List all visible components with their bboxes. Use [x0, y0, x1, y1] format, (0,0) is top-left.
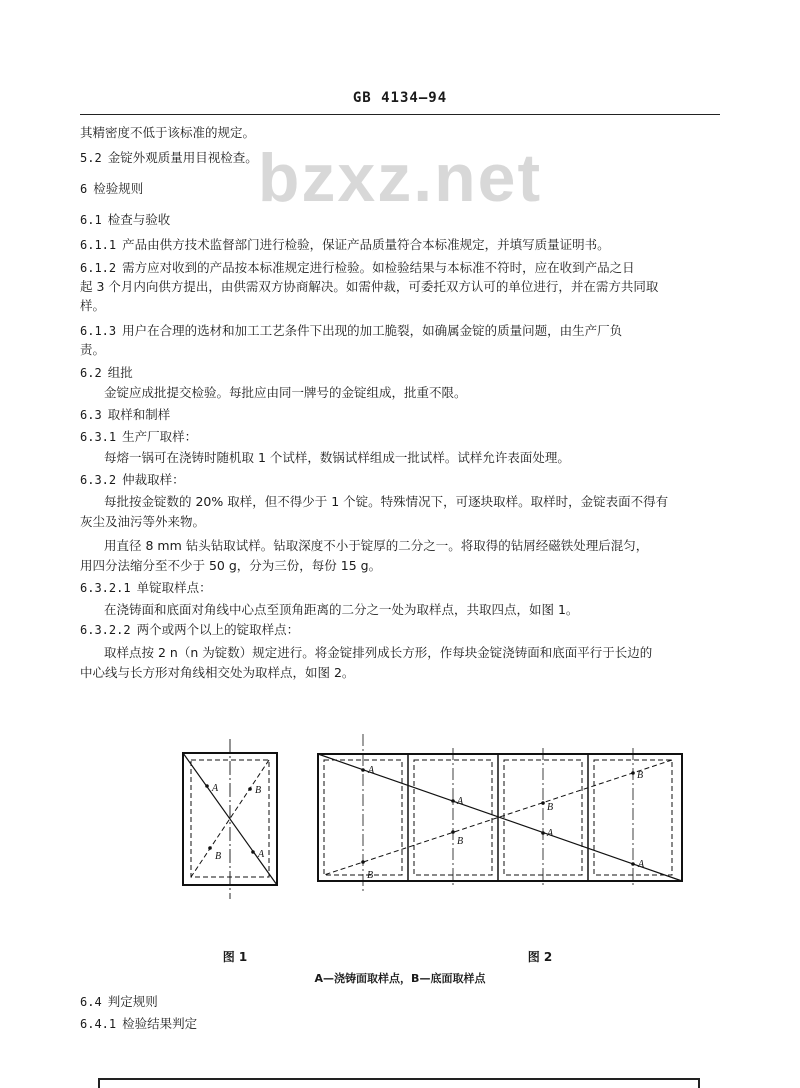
text-line: 每批按金锭数的 20% 取样，但不得少于 1 个锭。特殊情况下，可逐块取样。取样时，金锭表面不得有 [104, 494, 669, 509]
clause-6-4-1: 6.4.1 检验结果判定 [80, 1016, 198, 1031]
text-line: 灰尘及油污等外来物。 [80, 514, 206, 529]
figure-1-caption: 图 1 [222, 950, 248, 964]
sample-point-b [541, 801, 545, 805]
sample-point-a [251, 850, 255, 854]
text-line: 责。 [80, 342, 106, 357]
sample-point-a [541, 831, 545, 835]
label-b: B [547, 802, 554, 813]
label-a: A [212, 783, 219, 794]
text-line: 起 3 个月内向供方提出，由供需双方协商解决。如需仲裁，可委托双方认可的单位进行，并在需方共同取 [80, 279, 659, 294]
label-a: A [638, 859, 645, 870]
label-b: B [457, 836, 464, 847]
sample-point-b [631, 771, 635, 775]
sample-point-a [361, 768, 365, 772]
sample-point-b [248, 787, 252, 791]
sample-point-a [451, 799, 455, 803]
sample-point-a [631, 862, 635, 866]
text-line: 中心线与长方形对角线相交处为取样点，如图 2。 [80, 665, 355, 680]
sample-point-a [205, 784, 209, 788]
sample-point-b [208, 846, 212, 850]
standard-code-header: GB 4134—94 [352, 90, 448, 106]
clause-5-2: 5.2 金锭外观质量用目视检查。 [80, 150, 258, 165]
label-b: B [367, 870, 374, 881]
sample-point-b [361, 860, 365, 864]
text-line: 其精密度不低于该标准的规定。 [80, 125, 256, 140]
label-a: A [547, 828, 554, 839]
figure-2-multiple-ingots [310, 728, 690, 898]
clause-6-3-2: 6.3.2 仲裁取样： [80, 472, 185, 487]
clause-6-3-2-2: 6.3.2.2 两个或两个以上的锭取样点： [80, 622, 300, 637]
clause-6-1-1: 6.1.1 产品由供方技术监督部门进行检验，保证产品质量符合本标准规定，并填写质量证明书。 [80, 237, 610, 252]
label-a: A [258, 849, 265, 860]
label-b: B [215, 851, 222, 862]
clause-6-3: 6.3 取样和制样 [80, 407, 171, 422]
clause-6-1: 6.1 检查与验收 [80, 212, 171, 227]
clause-6-2: 6.2 组批 [80, 365, 133, 380]
clause-6-3-1: 6.3.1 生产厂取样： [80, 429, 198, 444]
clause-6-4: 6.4 判定规则 [80, 994, 158, 1009]
figure-legend: A—浇铸面取样点，B—底面取样点 [314, 972, 486, 985]
section-6-heading: 6 检验规则 [80, 181, 144, 196]
watermark: bzxz.net [257, 140, 543, 216]
text-line: 样。 [80, 298, 106, 313]
text-line: 金锭应成批提交检验。每批应由同一牌号的金锭组成，批重不限。 [104, 385, 467, 400]
text-line: 用四分法缩分至不少于 50 g，分为三份，每份 15 g。 [80, 558, 382, 573]
text-line: 每熔一锅可在浇铸时随机取 1 个试样，数锅试样组成一批试样。试样允许表面处理。 [104, 450, 570, 465]
clause-6-3-2-1: 6.3.2.1 单锭取样点： [80, 580, 212, 595]
label-b: B [637, 770, 644, 781]
clause-6-1-3: 6.1.3 用户在合理的选材和加工工艺条件下出现的加工脆裂，如确属金锭的质量问题，由生产厂负 [80, 323, 623, 338]
label-a: A [457, 796, 464, 807]
figure-1-single-ingot [176, 735, 286, 905]
text-line: 在浇铸面和底面对角线中心点至顶角距离的二分之一处为取样点，共取四点，如图 1。 [104, 602, 579, 617]
sample-point-b [451, 830, 455, 834]
header-rule [80, 114, 720, 115]
clause-6-1-2: 6.1.2 需方应对收到的产品按本标准规定进行检验。如检验结果与本标准不符时，应在收到产品之日 [80, 260, 635, 275]
label-b: B [255, 785, 262, 796]
text-line: 用直径 8 mm 钻头钻取试样。钻取深度不小于锭厚的二分之一。将取得的钻屑经磁铁处理后混匀， [104, 538, 649, 553]
figure-2-caption: 图 2 [527, 950, 553, 964]
text-line: 取样点按 2 n（n 为锭数）规定进行。将金锭排列成长方形，作每块金锭浇铸面和底面平行于长边的 [104, 645, 653, 660]
footer-frame [98, 1078, 700, 1088]
label-a: A [368, 765, 375, 776]
